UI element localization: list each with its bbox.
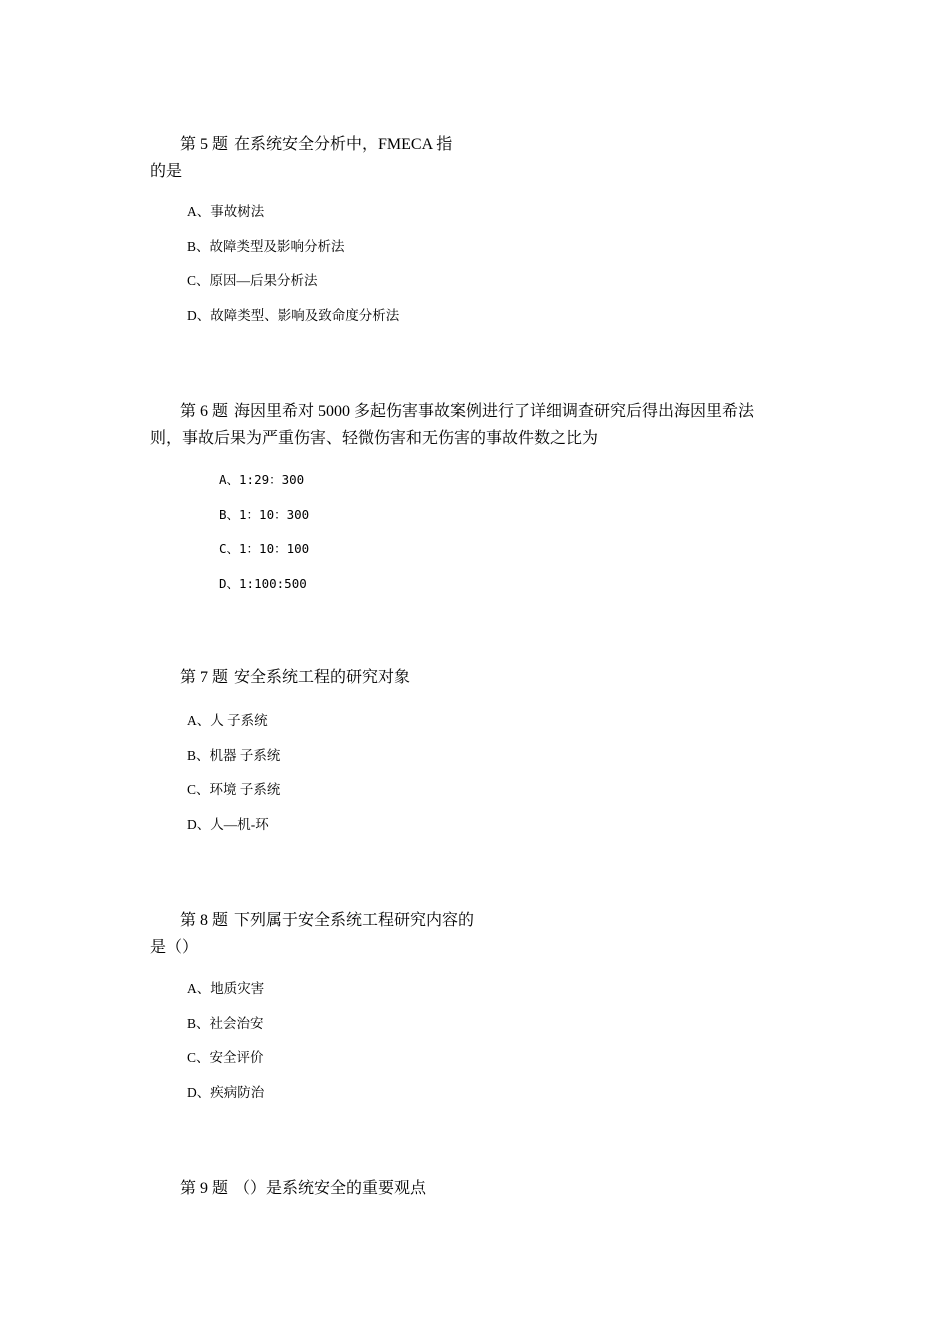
question-text-line-1: （）是系统安全的重要观点 — [234, 1180, 427, 1197]
option-c[interactable]: C、环境 子系统 — [187, 782, 281, 798]
option-a[interactable]: A、事故树法 — [187, 204, 265, 219]
options-list-q5 — [187, 203, 399, 342]
question-number: 第 7 题 — [180, 669, 229, 686]
options-list-q7 — [187, 712, 280, 851]
question-8 — [150, 907, 790, 961]
question-text-line-2: 是（） — [150, 939, 199, 956]
question-text-line-1: 海因里希对 5000 多起伤害事故案例进行了详细调查研究后得出海因里希法 — [234, 403, 755, 420]
question-text-line-1: 在系统安全分析中，FMECA 指 — [234, 136, 453, 153]
option-b[interactable]: B、故障类型及影响分析法 — [187, 238, 345, 254]
options-list-q6 — [219, 471, 309, 610]
question-number: 第 5 题 — [180, 136, 229, 153]
option-c[interactable]: C、安全评价 — [187, 1050, 264, 1066]
option-d[interactable]: D、人—机-环 — [187, 817, 269, 833]
option-a[interactable]: A、地质灾害 — [187, 981, 265, 996]
question-number: 第 8 题 — [180, 912, 229, 929]
option-b[interactable]: B、1：10：300 — [219, 506, 310, 522]
option-d[interactable]: D、疾病防治 — [187, 1085, 265, 1101]
option-c[interactable]: C、1：10：100 — [219, 541, 310, 557]
question-text-line-2: 的是 — [150, 163, 183, 180]
question-text-line-2: 则，事故后果为严重伤害、轻微伤害和无伤害的事故件数之比为 — [150, 430, 599, 447]
option-b[interactable]: B、社会治安 — [187, 1015, 264, 1031]
option-c[interactable]: C、原因—后果分析法 — [187, 273, 318, 289]
question-6 — [150, 398, 790, 452]
option-a[interactable]: A、人 子系统 — [187, 713, 268, 728]
option-b[interactable]: B、机器 子系统 — [187, 747, 281, 763]
option-d[interactable]: D、故障类型、影响及致命度分析法 — [187, 308, 400, 324]
option-a[interactable]: A、1:29：300 — [219, 472, 305, 487]
question-number: 第 6 题 — [180, 403, 229, 420]
question-text-line-1: 下列属于安全系统工程研究内容的 — [234, 912, 475, 929]
option-d[interactable]: D、1:100:500 — [219, 576, 307, 592]
question-number: 第 9 题 — [180, 1180, 229, 1197]
question-9 — [150, 1175, 790, 1202]
question-5 — [150, 131, 790, 185]
options-list-q8 — [187, 980, 264, 1119]
question-text-line-1: 安全系统工程的研究对象 — [234, 669, 411, 686]
question-7 — [150, 664, 790, 691]
